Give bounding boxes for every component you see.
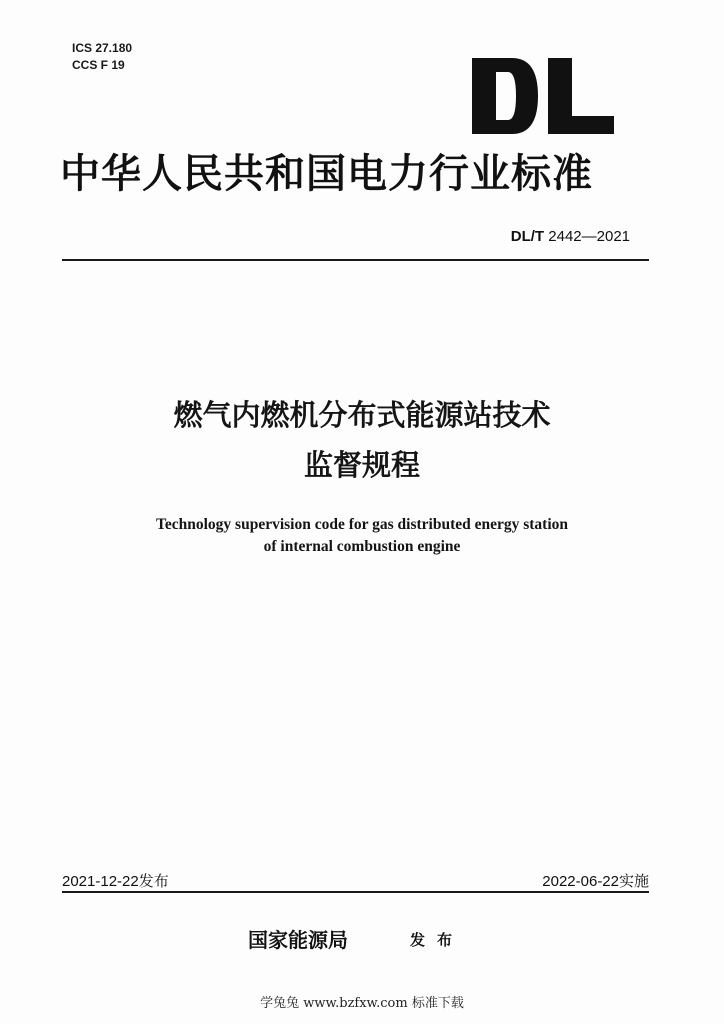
bottom-divider <box>62 891 649 893</box>
standard-code: 2442—2021 <box>544 228 630 245</box>
top-divider <box>62 259 649 261</box>
english-title-line-2: of internal combustion engine <box>263 538 461 555</box>
standard-number <box>511 228 630 245</box>
issue-date: 2021-12-22发布 <box>62 873 169 890</box>
logo-letter-d <box>472 58 538 134</box>
logo-letter-l <box>548 58 614 134</box>
classification-codes <box>72 40 132 74</box>
chinese-title-line-2: 监督规程 <box>303 448 420 482</box>
header-title: 中华人民共和国电力行业标准 <box>60 150 593 197</box>
ccs-code: CCS F 19 <box>72 58 125 72</box>
footer-watermark: 学兔兔 www.bzfxw.com 标准下载 <box>260 996 464 1011</box>
english-title-line-1: Technology supervision code for gas distributed energy station <box>155 516 569 533</box>
chinese-title-line-1: 燃气内燃机分布式能源站技术 <box>173 398 551 432</box>
standard-prefix: DL/T <box>510 228 545 245</box>
issue-label: 发布 <box>410 931 465 949</box>
dl-logo <box>472 58 614 134</box>
english-title <box>0 514 724 558</box>
implementation-date: 2022-06-22实施 <box>542 873 649 890</box>
chinese-title <box>0 390 724 490</box>
ics-code: ICS 27.180 <box>72 41 133 55</box>
issuing-authority: 国家能源局 <box>248 928 348 952</box>
